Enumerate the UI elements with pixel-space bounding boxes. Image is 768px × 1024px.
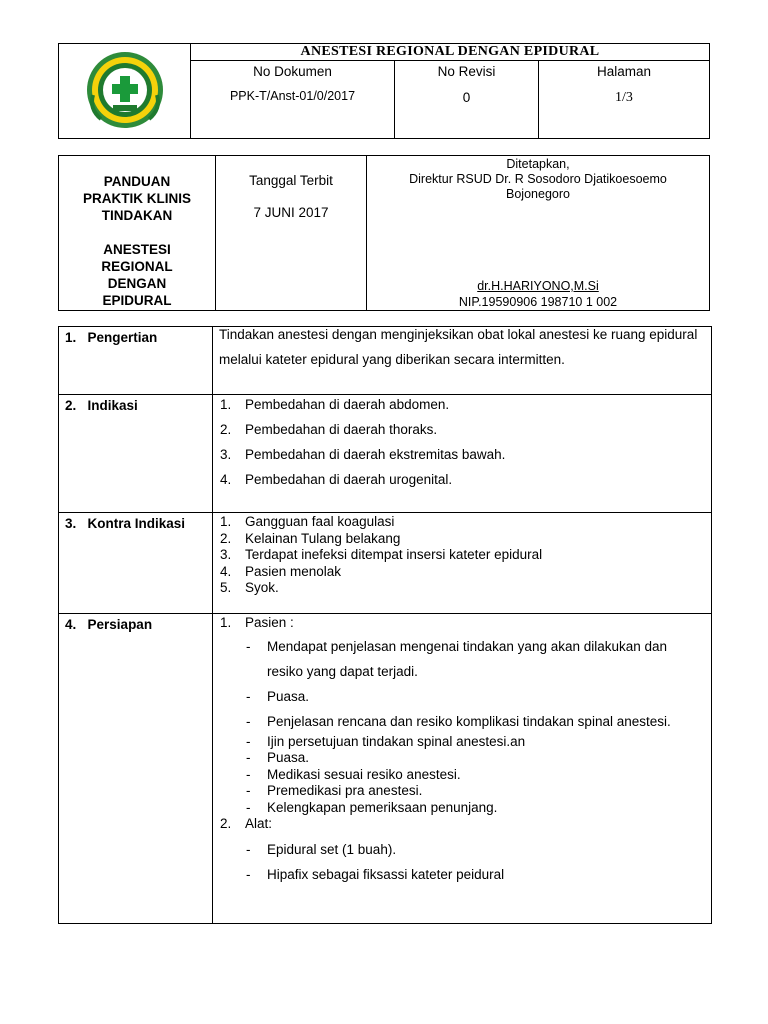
procedure-content-table xyxy=(58,326,712,924)
section-row xyxy=(59,327,712,395)
revision-value: 0 xyxy=(462,90,471,105)
revision-label: No Revisi xyxy=(437,64,496,79)
document-title: ANESTESI REGIONAL DENGAN EPIDURAL xyxy=(191,44,710,61)
doc-number-value: PPK-T/Anst-01/0/2017 xyxy=(229,89,356,103)
procedure-line: ANESTESI xyxy=(103,242,171,257)
signer-name: dr.H.HARIYONO,M.Si xyxy=(477,279,599,293)
list-item: 3. Terdapat inefeksi ditempat insersi kateter epidural xyxy=(220,547,543,562)
dash-item: - Ijin persetujuan tindakan spinal anestesi.an xyxy=(246,733,526,749)
dash-item: - Puasa. xyxy=(246,750,310,765)
section-body xyxy=(213,513,712,614)
issue-date-label: Tanggal Terbit xyxy=(249,173,333,188)
section-title: Persiapan xyxy=(87,617,153,632)
procedure-line: REGIONAL xyxy=(101,259,173,274)
section-body xyxy=(213,395,712,513)
dash-item: - Mendapat penjelasan mengenai tindakan yang akan dilakukan dan resiko yang dapat terjadi. xyxy=(246,638,668,679)
dash-item: - Premedikasi pra anestesi. xyxy=(246,783,423,798)
list-item: 2. Pembedahan di daerah thoraks. xyxy=(220,422,438,437)
revision-cell xyxy=(395,61,539,139)
list-item: 1. Gangguan faal koagulasi xyxy=(220,514,395,529)
list-item: 3. Pembedahan di daerah ekstremitas bawah. xyxy=(220,447,506,462)
dash-item: - Kelengkapan pemeriksaan penunjang. xyxy=(246,799,498,815)
guide-line: PANDUAN xyxy=(103,174,171,189)
section-heading xyxy=(59,614,213,924)
issue-date-value: 7 JUNI 2017 xyxy=(253,205,329,220)
list-item: 2. Kelainan Tulang belakang xyxy=(220,530,401,546)
page-cell xyxy=(539,61,710,139)
section-heading xyxy=(59,395,213,513)
definition-text: Tindakan anestesi dengan menginjeksikan obat lokal anestesi ke ruang epidural melalui kateter epidural yang diberikan secara intermitten. xyxy=(219,327,698,367)
section-number: 2. xyxy=(65,398,77,413)
section-row xyxy=(59,614,712,924)
dash-item: - Hipafix sebagai fiksassi kateter peidural xyxy=(246,866,505,882)
hospital-city: Bojonegoro xyxy=(506,187,570,201)
section-title: Kontra Indikasi xyxy=(87,516,186,531)
section-heading xyxy=(59,513,213,614)
dash-item: - Puasa. xyxy=(246,688,310,704)
hospital-logo-icon xyxy=(83,49,167,131)
approval-table xyxy=(58,155,710,311)
issue-date-cell xyxy=(216,156,367,311)
procedure-line: DENGAN xyxy=(107,276,167,291)
list-item: 5. Syok. xyxy=(220,580,279,595)
page-label: Halaman xyxy=(596,64,652,79)
dash-item: - Epidural set (1 buah). xyxy=(246,841,397,857)
document-header xyxy=(58,43,710,139)
guide-type-cell xyxy=(59,156,216,311)
guide-line: PRAKTIK KLINIS xyxy=(83,191,191,206)
doc-number-cell xyxy=(191,61,395,139)
section-body xyxy=(213,614,712,924)
list-item: 1. Pasien : xyxy=(220,615,294,630)
dash-item: - Penjelasan rencana dan resiko komplikasi tindakan spinal anestesi. xyxy=(246,713,671,729)
doc-number-label: No Dokumen xyxy=(253,64,332,79)
list-item: 4. Pembedahan di daerah urogenital. xyxy=(220,472,453,487)
logo-cell xyxy=(59,44,191,139)
section-number: 3. xyxy=(65,516,77,531)
list-item: 4. Pasien menolak xyxy=(220,563,342,579)
list-item: 1. Pembedahan di daerah abdomen. xyxy=(220,397,450,412)
section-heading xyxy=(59,327,213,395)
dash-item: - Medikasi sesuai resiko anestesi. xyxy=(246,766,461,782)
procedure-line: EPIDURAL xyxy=(102,293,172,308)
page-value: 1/3 xyxy=(615,90,633,105)
section-number: 4. xyxy=(65,617,77,632)
section-body xyxy=(213,327,712,395)
signer-nip: NIP.19590906 198710 1 002 xyxy=(458,295,618,309)
set-by-label: Ditetapkan, xyxy=(506,157,570,171)
section-number: 1. xyxy=(65,330,77,345)
signature-cell xyxy=(367,156,710,311)
guide-line: TINDAKAN xyxy=(101,208,173,223)
section-title: Pengertian xyxy=(87,330,158,345)
section-row xyxy=(59,513,712,614)
section-title: Indikasi xyxy=(87,398,138,413)
director-title: Direktur RSUD Dr. R Sosodoro Djatikoesoemo xyxy=(409,172,667,186)
list-item: 2. Alat: xyxy=(220,816,273,831)
section-row xyxy=(59,395,712,513)
